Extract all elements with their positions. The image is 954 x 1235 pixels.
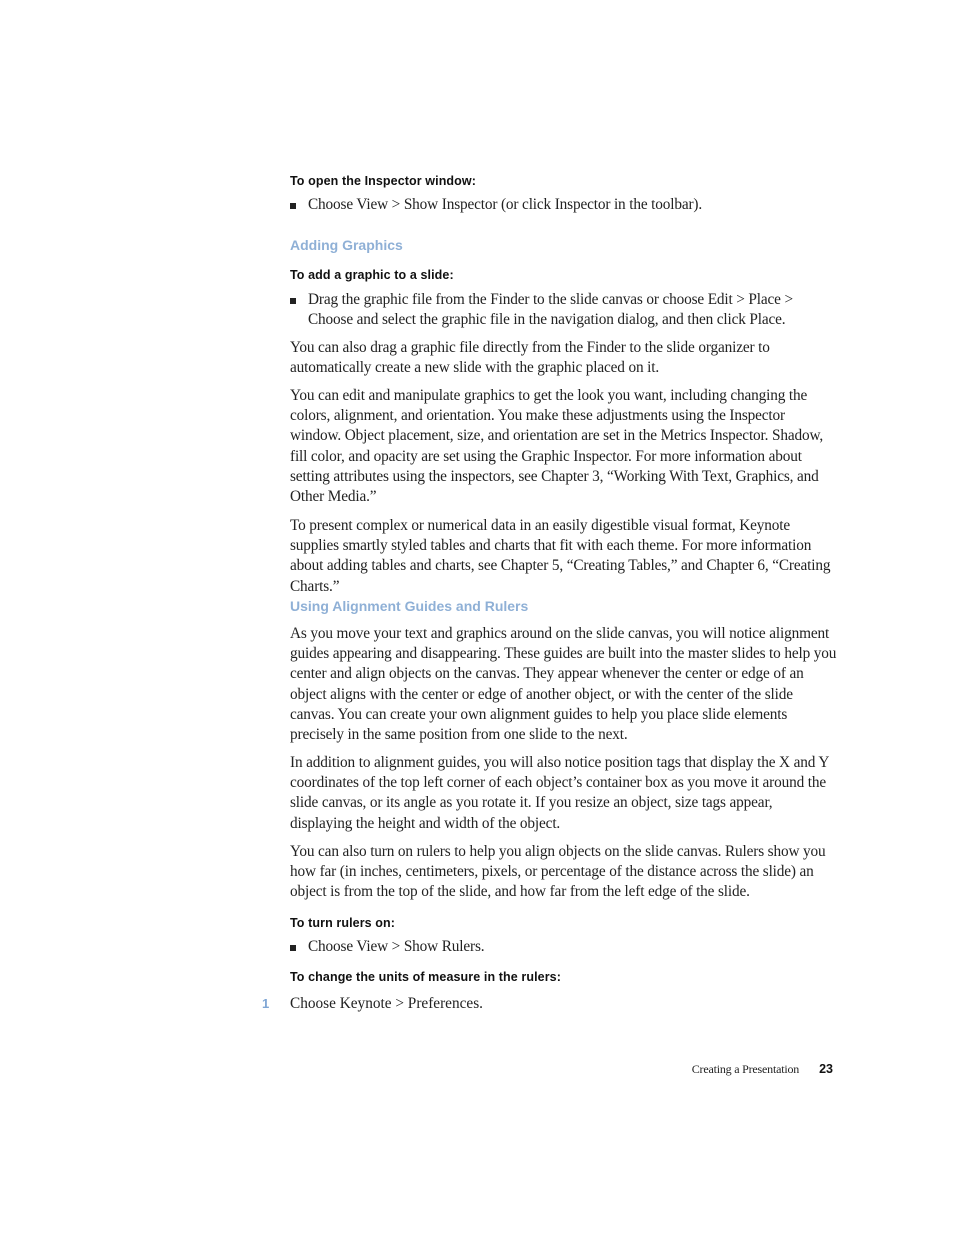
bullet-square-icon <box>290 203 296 209</box>
task-heading-turn-rulers-on: To turn rulers on: <box>290 916 396 930</box>
step-text: Choose Keynote > Preferences. <box>290 995 483 1012</box>
paragraph-edit-graphics: You can edit and manipulate graphics to get the look you want, including changing the colors, alignment, and orientation. You make these adjustments using the Inspector window. Object placement, size, and orientation are set in the Metrics Inspector. Shadow, fill color, and opacity are set using the Graphic Inspector. For more information about setting attributes using the inspectors, see Chapter 3, “Working With Text, Graphics, and Other Media.” <box>290 387 824 506</box>
task-heading-add-graphic: To add a graphic to a slide: <box>290 268 454 282</box>
step-number: 1 <box>262 996 270 1011</box>
bullet-text: Drag the graphic file from the Finder to the slide canvas or choose Edit > Place > Choose and select the graphic file in the navigation dialog, and then click Place. <box>308 291 793 329</box>
bullet-text: Choose View > Show Rulers. <box>308 938 485 955</box>
paragraph-drag-to-organizer: You can also drag a graphic file directly from the Finder to the slide organizer to automatically create a new slide with the graphic placed on it. <box>290 339 770 377</box>
task-heading-change-units: To change the units of measure in the rulers: <box>290 970 561 984</box>
bullet-add-graphic <box>290 290 838 330</box>
section-heading-adding-graphics: Adding Graphics <box>290 237 403 253</box>
bullet-open-inspector <box>290 195 838 215</box>
bullet-square-icon <box>290 945 296 951</box>
page-number: 23 <box>819 1062 833 1076</box>
bullet-show-rulers <box>290 937 838 957</box>
paragraph-alignment-guides: As you move your text and graphics around on the slide canvas, you will notice alignment guides appearing and disappearing. These guides are built into the master slides to help you center and align objects on the canvas. They appear whenever the center or edge of an object aligns with the center or edge of another object, or with the center of the slide canvas. You can create your own alignment guides to help you place slide elements precisely in the same position from one slide to the next. <box>290 625 837 744</box>
paragraph-tables-charts: To present complex or numerical data in an easily digestible visual format, Keynote supplies smartly styled tables and charts that fit with each theme. For more information about adding tables and charts, see Chapter 5, “Creating Tables,” and Chapter 6, “Creating Charts.” <box>290 517 831 595</box>
page-footer <box>692 1060 833 1078</box>
paragraph-position-tags: In addition to alignment guides, you will also notice position tags that display the X and Y coordinates of the top left corner of each object’s container box as you move it around the slide canvas, or its angle as you rotate it. If you resize an object, size tags appear, displaying the height and width of the object. <box>290 754 829 832</box>
step-1 <box>262 994 838 1014</box>
footer-section-title: Creating a Presentation <box>691 1062 800 1076</box>
section-heading-alignment-guides: Using Alignment Guides and Rulers <box>290 598 529 614</box>
bullet-square-icon <box>290 298 296 304</box>
bullet-text: Choose View > Show Inspector (or click Inspector in the toolbar). <box>308 196 703 213</box>
paragraph-rulers: You can also turn on rulers to help you align objects on the slide canvas. Rulers show you how far (in inches, centimeters, pixels, or percentage of the distance across the slide) an object is from the top of the slide, and how far from the left edge of the slide. <box>290 843 826 901</box>
task-heading-open-inspector: To open the Inspector window: <box>290 174 476 188</box>
